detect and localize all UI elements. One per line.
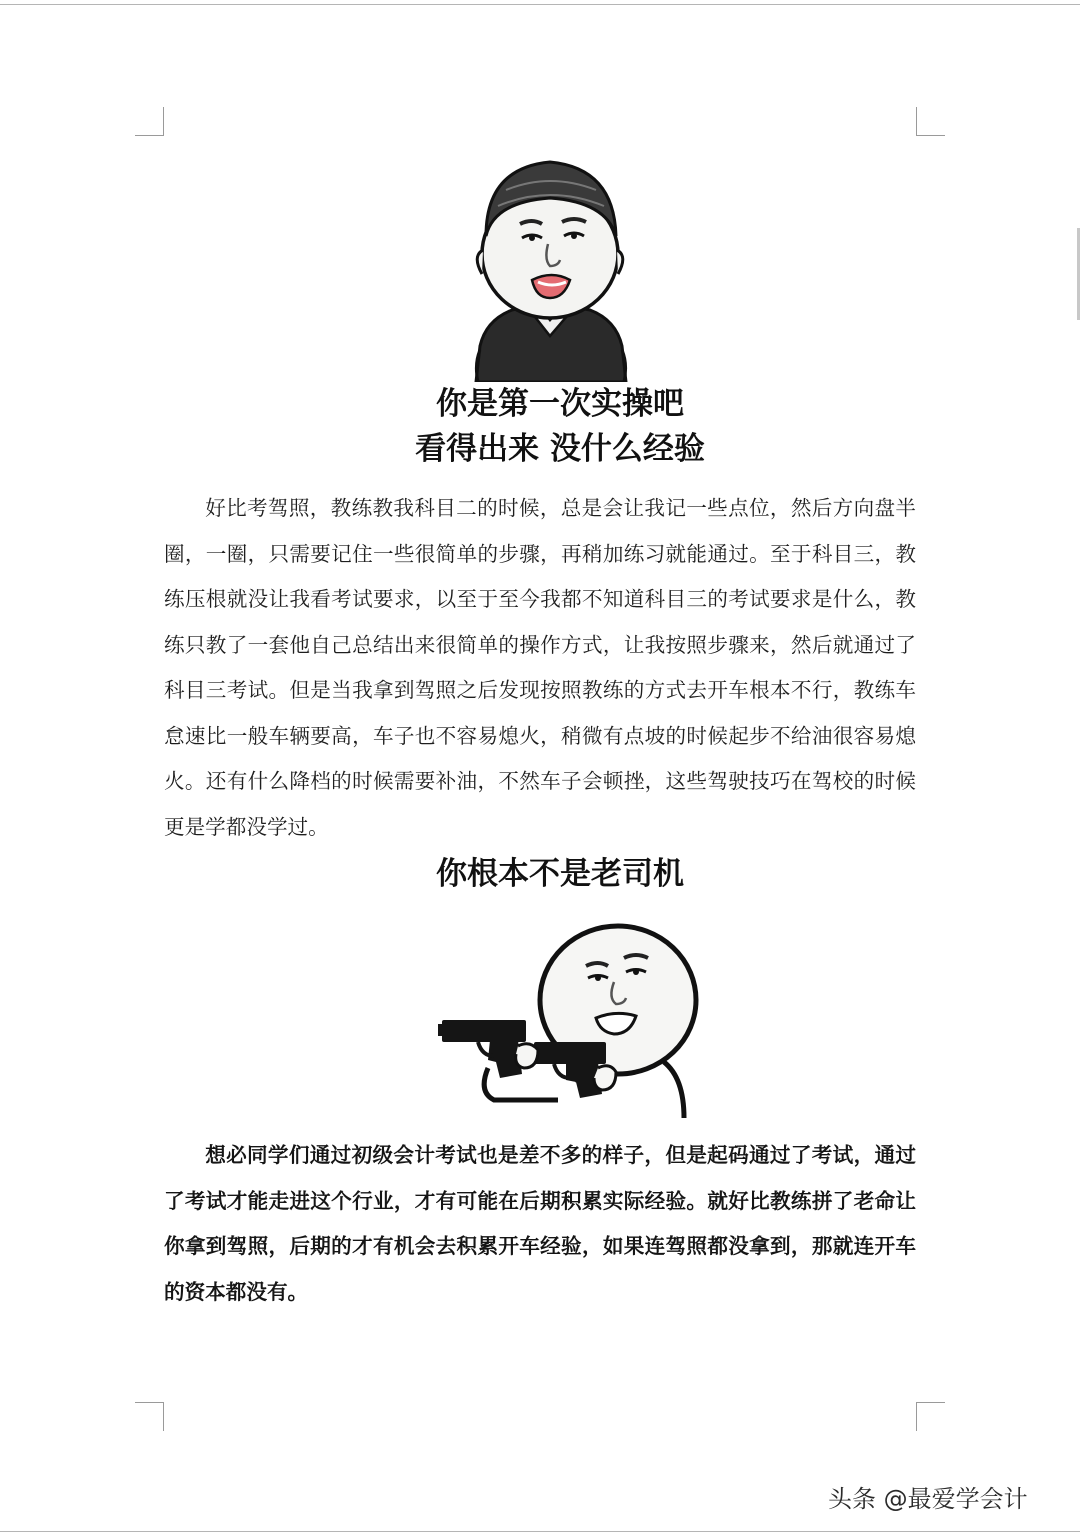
meme-caption-line-2: 看得出来 没什么经验 bbox=[415, 431, 705, 467]
body-paragraph-2: 想必同学们通过初级会计考试也是差不多的样子，但是起码通过了考试，通过了考试才能走进这个行业，才有可能在后期积累实际经验。就好比教练拼了老命让你拿到驾照，后期的才有机会去积累开车经验，如果连驾照都没拿到，那就连开车的资本都没有。 bbox=[164, 1143, 916, 1304]
crop-mark-top-left bbox=[135, 107, 164, 136]
meme-image-man bbox=[466, 150, 636, 382]
crop-mark-bottom-left bbox=[135, 1402, 164, 1431]
page-bottom-edge bbox=[0, 1531, 1080, 1532]
page-top-edge bbox=[0, 4, 1080, 5]
body-paragraph-1: 好比考驾照，教练教我科目二的时候，总是会让我记一些点位，然后方向盘半圈，一圈，只需要记住一些很简单的步骤，再稍加练习就能通过。至于科目三，教练压根就没让我看考试要求，以至于至今我都不知道科目三的考试要求是什么，教练只教了一套他自己总结出来很简单的操作方式，让我按照步骤来，然后就通过了科目三考试。但是当我拿到驾照之后发现按照教练的方式去开车根本不行，教练车怠速比一般车辆要高，车子也不容易熄火，稍微有点坡的时候起步不给油很容易熄火。还有什么降档的时候需要补油，不然车子会顿挫，这些驾驶技巧在驾校的时候更是学都没学过。 bbox=[164, 496, 916, 839]
pistol-icon-back bbox=[438, 1020, 526, 1078]
meme-caption-line-1: 你是第一次实操吧 bbox=[436, 386, 684, 422]
meme-image-pistols bbox=[438, 922, 700, 1118]
pistol-icon-front bbox=[534, 1042, 606, 1098]
watermark-text: 头条 @最爱学会计 bbox=[828, 1485, 1028, 1513]
crop-mark-bottom-right bbox=[916, 1402, 945, 1431]
meme-caption-2: 你根本不是老司机 bbox=[436, 856, 684, 892]
crop-mark-top-right bbox=[916, 107, 945, 136]
